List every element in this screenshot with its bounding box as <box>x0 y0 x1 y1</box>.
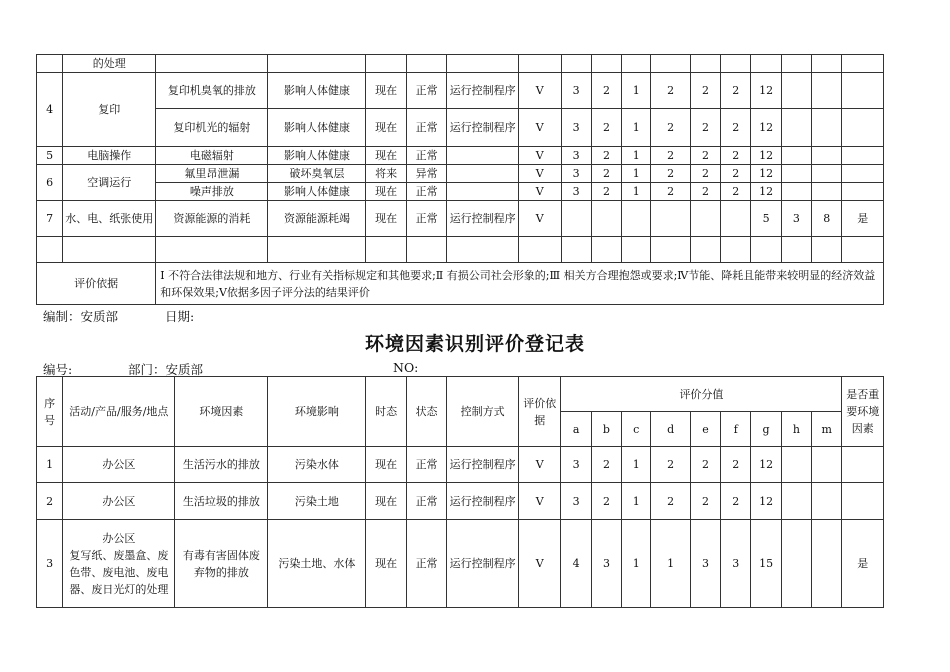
important-cell: 是 <box>842 201 884 237</box>
page-title: 环境因素识别评价登记表 <box>364 333 585 355</box>
state-cell: 正常 <box>406 201 446 237</box>
criteria-row <box>37 263 884 305</box>
impact-cell: 影响人体健康 <box>268 73 366 109</box>
header-impact: 环境影响 <box>268 377 366 447</box>
score-a: 3 <box>561 183 591 201</box>
score-f: 3 <box>721 520 751 608</box>
impact-cell: 污染土地、水体 <box>268 520 366 608</box>
factor-cell: 电磁辐射 <box>156 147 268 165</box>
control-cell: 运行控制程序 <box>447 201 519 237</box>
register-table <box>36 376 884 608</box>
score-c: 1 <box>622 147 651 165</box>
score-b: 2 <box>591 109 621 147</box>
score-m <box>812 520 842 608</box>
header-score: 评价分值 <box>561 377 842 412</box>
control-cell: 运行控制程序 <box>447 520 519 608</box>
basis-cell: Ⅴ <box>519 483 561 520</box>
score-m <box>812 483 842 520</box>
header-factor: 环境因素 <box>175 377 268 447</box>
score-a: 3 <box>561 147 591 165</box>
factor-cell: 有毒有害固体废弃物的排放 <box>175 520 268 608</box>
score-g: 15 <box>751 520 781 608</box>
score-a: 3 <box>561 483 591 520</box>
tense-cell: 现在 <box>366 447 406 483</box>
score-b: 3 <box>591 520 621 608</box>
header-tense: 时态 <box>366 377 406 447</box>
basis-cell: Ⅴ <box>519 109 561 147</box>
control-cell <box>447 147 519 165</box>
header-col-c: c <box>622 412 651 447</box>
table-row <box>37 147 884 165</box>
score-e: 2 <box>690 147 720 165</box>
number-label: 编号: <box>43 362 73 377</box>
important-cell: 是 <box>842 520 884 608</box>
header-col-e: e <box>690 412 720 447</box>
table-row <box>37 447 884 483</box>
factor-cell: 复印机光的辐射 <box>156 109 268 147</box>
score-b: 2 <box>591 483 621 520</box>
table-row <box>37 109 884 147</box>
score-d: 2 <box>651 147 690 165</box>
control-cell <box>447 183 519 201</box>
basis-cell: Ⅴ <box>519 183 561 201</box>
activity-cell: 空调运行 <box>63 165 156 201</box>
score-f: 2 <box>721 147 751 165</box>
score-h <box>781 520 811 608</box>
header-state: 状态 <box>406 377 446 447</box>
state-cell: 正常 <box>406 109 446 147</box>
score-f: 2 <box>721 73 751 109</box>
score-d: 2 <box>651 165 690 183</box>
row-number: 2 <box>37 483 63 520</box>
header-col-b: b <box>591 412 621 447</box>
score-e: 2 <box>690 183 720 201</box>
criteria-label: 评价依据 <box>37 263 156 305</box>
basis-cell: Ⅴ <box>519 447 561 483</box>
score-b: 2 <box>591 183 621 201</box>
score-g: 12 <box>751 165 781 183</box>
score-f: 2 <box>721 447 751 483</box>
score-g: 12 <box>751 183 781 201</box>
score-e: 2 <box>690 109 720 147</box>
score-e: 3 <box>690 520 720 608</box>
activity-cell: 电脑操作 <box>63 147 156 165</box>
activity-cell: 办公区 复写纸、废墨盒、废色带、废电池、废电器、废日光灯的处理 <box>63 520 175 608</box>
header-col-m: m <box>812 412 842 447</box>
tense-cell: 现在 <box>366 520 406 608</box>
register-table-continued <box>36 54 884 305</box>
header-important: 是否重要环境因素 <box>842 377 884 447</box>
header-no: 序号 <box>37 377 63 447</box>
table-row <box>37 201 884 237</box>
header-basis: 评价依据 <box>519 377 561 447</box>
table-row <box>37 483 884 520</box>
date-label: 日期: <box>165 309 195 324</box>
score-a: 3 <box>561 73 591 109</box>
header-control: 控制方式 <box>447 377 519 447</box>
score-a: 3 <box>561 165 591 183</box>
basis-cell: Ⅴ <box>519 73 561 109</box>
header-col-f: f <box>721 412 751 447</box>
tense-cell: 现在 <box>366 73 406 109</box>
tense-cell: 现在 <box>366 147 406 165</box>
score-c: 1 <box>622 447 651 483</box>
score-e: 2 <box>690 447 720 483</box>
activity-cell: 办公区 <box>63 447 175 483</box>
row-number: 6 <box>37 165 63 201</box>
score-g: 5 <box>751 201 781 237</box>
score-c: 1 <box>622 483 651 520</box>
score-c: 1 <box>622 520 651 608</box>
score-h <box>781 447 811 483</box>
table-row <box>37 73 884 109</box>
impact-cell: 影响人体健康 <box>268 183 366 201</box>
score-d: 1 <box>651 520 690 608</box>
basis-cell: Ⅴ <box>519 147 561 165</box>
no-label: NO: <box>393 360 419 375</box>
score-e: 2 <box>690 73 720 109</box>
score-d: 2 <box>651 483 690 520</box>
state-cell: 正常 <box>406 73 446 109</box>
factor-cell: 生活垃圾的排放 <box>175 483 268 520</box>
activity-cell: 复印 <box>63 73 156 147</box>
table-row <box>37 55 884 73</box>
score-f: 2 <box>721 183 751 201</box>
important-cell <box>842 447 884 483</box>
basis-cell: Ⅴ <box>519 165 561 183</box>
state-cell: 正常 <box>406 447 446 483</box>
score-g: 12 <box>751 73 781 109</box>
score-h: 3 <box>781 201 811 237</box>
score-h <box>781 483 811 520</box>
header-row <box>37 377 884 412</box>
row-number: 1 <box>37 447 63 483</box>
basis-cell: Ⅴ <box>519 201 561 237</box>
impact-cell: 影响人体健康 <box>268 147 366 165</box>
tense-cell: 将来 <box>366 165 406 183</box>
score-c: 1 <box>622 183 651 201</box>
table-row <box>37 165 884 183</box>
state-cell: 正常 <box>406 147 446 165</box>
score-d: 2 <box>651 447 690 483</box>
control-cell: 运行控制程序 <box>447 447 519 483</box>
score-a: 3 <box>561 109 591 147</box>
impact-cell: 污染水体 <box>268 447 366 483</box>
header-col-g: g <box>751 412 781 447</box>
activity-cell: 水、电、纸张使用 <box>63 201 156 237</box>
header-col-d: d <box>651 412 690 447</box>
header-col-a: a <box>561 412 591 447</box>
header-col-h: h <box>781 412 811 447</box>
factor-cell: 生活污水的排放 <box>175 447 268 483</box>
activity-cell: 办公区 <box>63 483 175 520</box>
score-d: 2 <box>651 73 690 109</box>
impact-cell: 破坏臭氧层 <box>268 165 366 183</box>
tense-cell: 现在 <box>366 109 406 147</box>
score-e: 2 <box>690 483 720 520</box>
score-a: 3 <box>561 447 591 483</box>
tense-cell: 现在 <box>366 183 406 201</box>
editor-label: 编制：安质部 <box>43 309 119 324</box>
score-f: 2 <box>721 165 751 183</box>
score-c: 1 <box>622 165 651 183</box>
state-cell: 正常 <box>406 183 446 201</box>
state-cell: 正常 <box>406 520 446 608</box>
impact-cell: 影响人体健康 <box>268 109 366 147</box>
score-b: 2 <box>591 147 621 165</box>
score-b: 2 <box>591 73 621 109</box>
factor-cell: 噪声排放 <box>156 183 268 201</box>
factor-cell: 资源能源的消耗 <box>156 201 268 237</box>
score-g: 12 <box>751 483 781 520</box>
control-cell: 运行控制程序 <box>447 109 519 147</box>
table-row <box>37 520 884 608</box>
table-row <box>37 237 884 263</box>
header-activity: 活动/产品/服务/地点 <box>63 377 175 447</box>
score-d: 2 <box>651 183 690 201</box>
activity-cell: 的处理 <box>63 55 156 73</box>
score-b: 2 <box>591 447 621 483</box>
score-c: 1 <box>622 109 651 147</box>
score-g: 12 <box>751 147 781 165</box>
row-number: 3 <box>37 520 63 608</box>
factor-cell: 氟里昂泄漏 <box>156 165 268 183</box>
score-g: 12 <box>751 447 781 483</box>
state-cell: 异常 <box>406 165 446 183</box>
row-number: 5 <box>37 147 63 165</box>
impact-cell: 资源能源耗竭 <box>268 201 366 237</box>
row-number: 7 <box>37 201 63 237</box>
score-e: 2 <box>690 165 720 183</box>
important-cell <box>842 483 884 520</box>
criteria-text: Ⅰ 不符合法律法规和地方、行业有关指标规定和其他要求;Ⅱ 有损公司社会形象的;Ⅲ 相关方合理抱怨或要求;Ⅳ节能、降耗且能带来较明显的经济效益和环保效果;Ⅴ依据多因子评分法的结果评价 <box>156 263 884 305</box>
tense-cell: 现在 <box>366 201 406 237</box>
score-b: 2 <box>591 165 621 183</box>
factor-cell: 复印机臭氧的排放 <box>156 73 268 109</box>
score-a: 4 <box>561 520 591 608</box>
score-f: 2 <box>721 483 751 520</box>
state-cell: 正常 <box>406 483 446 520</box>
score-d: 2 <box>651 109 690 147</box>
score-m: 8 <box>812 201 842 237</box>
score-m <box>812 447 842 483</box>
control-cell: 运行控制程序 <box>447 73 519 109</box>
score-f: 2 <box>721 109 751 147</box>
score-g: 12 <box>751 109 781 147</box>
basis-cell: Ⅴ <box>519 520 561 608</box>
control-cell <box>447 165 519 183</box>
impact-cell: 污染土地 <box>268 483 366 520</box>
score-c: 1 <box>622 73 651 109</box>
control-cell: 运行控制程序 <box>447 483 519 520</box>
tense-cell: 现在 <box>366 483 406 520</box>
row-number: 4 <box>37 73 63 147</box>
table-row <box>37 183 884 201</box>
department-label: 部门：安质部 <box>128 362 204 377</box>
